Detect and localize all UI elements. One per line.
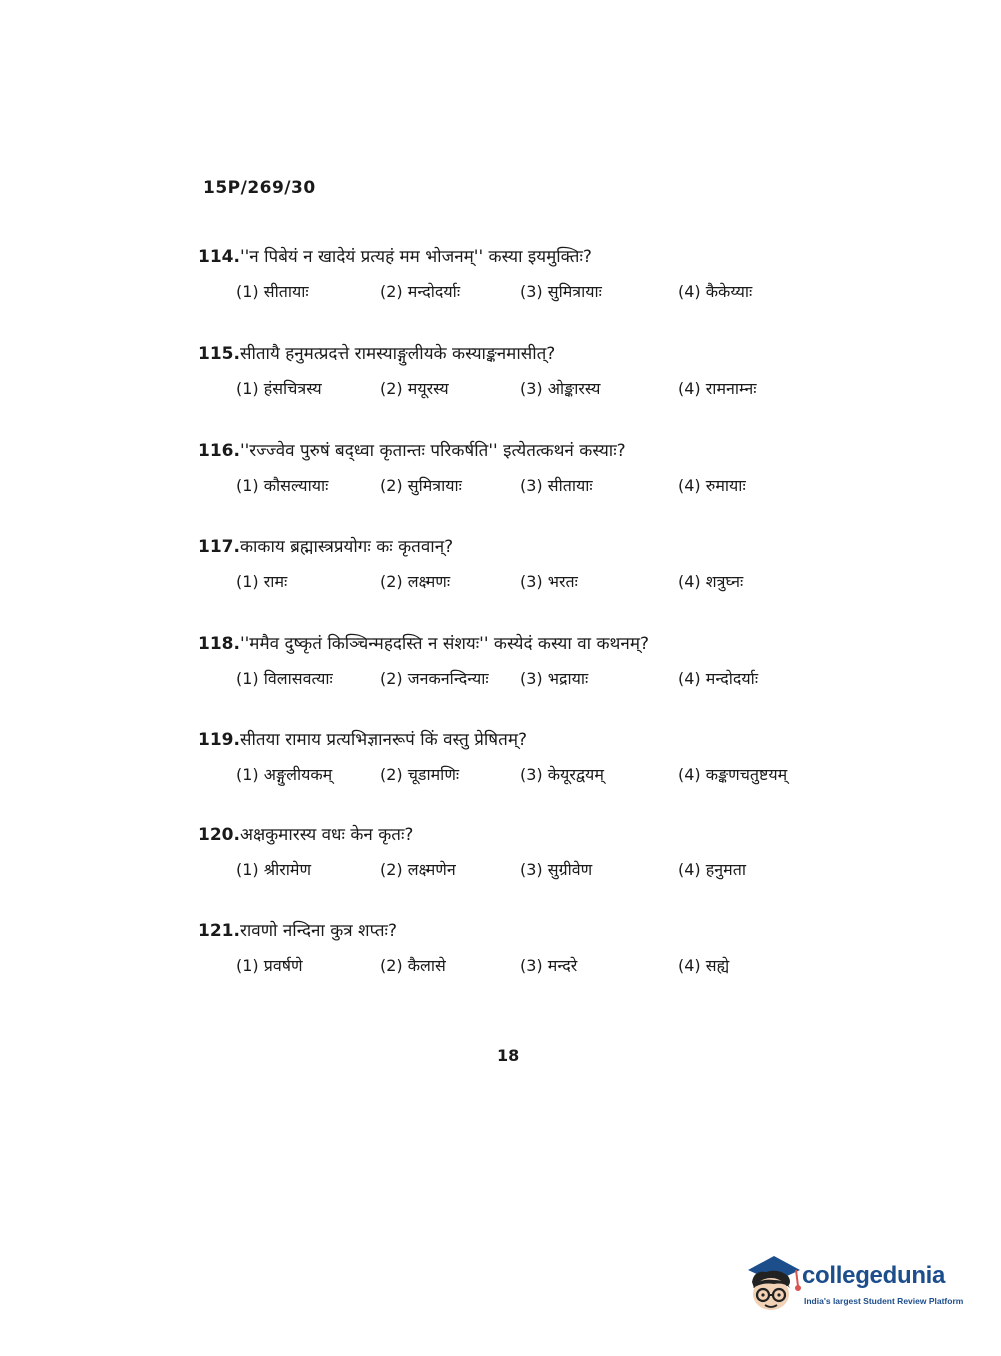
page-code: 15P/269/30: [203, 178, 316, 198]
question-number: 115.: [198, 344, 240, 364]
question-number: 116.: [198, 441, 240, 461]
option-2: (2) मन्दोदर्याः: [380, 282, 461, 301]
question-115: [198, 343, 838, 401]
option-4: (4) रुमायाः: [678, 476, 746, 495]
question-number: 119.: [198, 730, 240, 750]
option-4: (4) हनुमता: [678, 860, 746, 879]
question-text: ''ममैव दुष्कृतं किञ्चिन्महदस्ति न संशयः'' कस्येदं कस्या वा कथनम्?: [239, 634, 650, 654]
question-text: सीतायै हनुमत्प्रदत्ते रामस्याङ्गुलीयके कस्याङ्कनमासीत्?: [239, 344, 556, 364]
option-1: (1) अङ्गुलीयकम्: [236, 765, 333, 784]
brand-logo: [744, 1252, 974, 1316]
option-2: (2) चूडामणिः: [380, 765, 460, 784]
question-text: ''न पिबेयं न खादेयं प्रत्यहं मम भोजनम्'' कस्या इयमुक्तिः?: [239, 247, 592, 267]
mascot-icon: [744, 1252, 802, 1314]
option-2: (2) सुमित्रायाः: [380, 476, 462, 495]
question-text: अक्षकुमारस्य वधः केन कृतः?: [239, 825, 414, 845]
question-118: [198, 633, 838, 691]
question-text: ''रज्ज्वेव पुरुषं बद्ध्वा कृतान्तः परिकर्षति'' इत्येतत्कथनं कस्याः?: [239, 441, 626, 461]
option-4: (4) कङ्कणचतुष्टयम्: [678, 765, 788, 784]
question-116: [198, 440, 838, 498]
option-3: (3) सीतायाः: [520, 476, 593, 495]
option-2: (2) लक्ष्मणेन: [380, 860, 456, 879]
question-120: [198, 824, 838, 882]
question-number: 118.: [198, 634, 240, 654]
option-3: (3) सुमित्रायाः: [520, 282, 602, 301]
question-text: सीतया रामाय प्रत्यभिज्ञानरूपं किं वस्तु प्रेषितम्?: [239, 730, 528, 750]
option-1: (1) रामः: [236, 572, 288, 591]
option-3: (3) मन्दरे: [520, 956, 578, 975]
question-121: [198, 920, 838, 978]
option-3: (3) भद्रायाः: [520, 669, 589, 688]
option-1: (1) हंसचित्रस्य: [236, 379, 322, 398]
option-2: (2) लक्ष्मणः: [380, 572, 451, 591]
brand-tagline: India's largest Student Review Platform: [804, 1296, 964, 1306]
option-4: (4) रामनाम्नः: [678, 379, 757, 398]
option-4: (4) सह्ये: [678, 956, 730, 975]
option-3: (3) केयूरद्वयम्: [520, 765, 604, 784]
question-number: 120.: [198, 825, 240, 845]
option-1: (1) प्रवर्षणे: [236, 956, 303, 975]
question-114: [198, 246, 838, 304]
option-2: (2) मयूरस्य: [380, 379, 449, 398]
question-text: काकाय ब्रह्मास्त्रप्रयोगः कः कृतवान्?: [239, 537, 454, 557]
option-4: (4) कैकेय्याः: [678, 282, 753, 301]
option-2: (2) कैलासे: [380, 956, 446, 975]
question-117: [198, 536, 838, 594]
question-number: 117.: [198, 537, 240, 557]
option-3: (3) सुग्रीवेण: [520, 860, 593, 879]
option-1: (1) श्रीरामेण: [236, 860, 312, 879]
question-number: 121.: [198, 921, 240, 941]
brand-name: collegedunia: [802, 1262, 946, 1289]
option-4: (4) शत्रुघ्नः: [678, 572, 744, 591]
option-1: (1) कौसल्यायाः: [236, 476, 329, 495]
option-1: (1) सीतायाः: [236, 282, 309, 301]
option-4: (4) मन्दोदर्याः: [678, 669, 759, 688]
option-1: (1) विलासवत्याः: [236, 669, 333, 688]
page-number: 18: [497, 1046, 520, 1065]
option-2: (2) जनकनन्दिन्याः: [380, 669, 489, 688]
option-3: (3) भरतः: [520, 572, 578, 591]
question-119: [198, 729, 838, 787]
question-text: रावणो नन्दिना कुत्र शप्तः?: [239, 921, 398, 941]
option-3: (3) ओङ्कारस्य: [520, 379, 601, 398]
question-number: 114.: [198, 247, 240, 267]
